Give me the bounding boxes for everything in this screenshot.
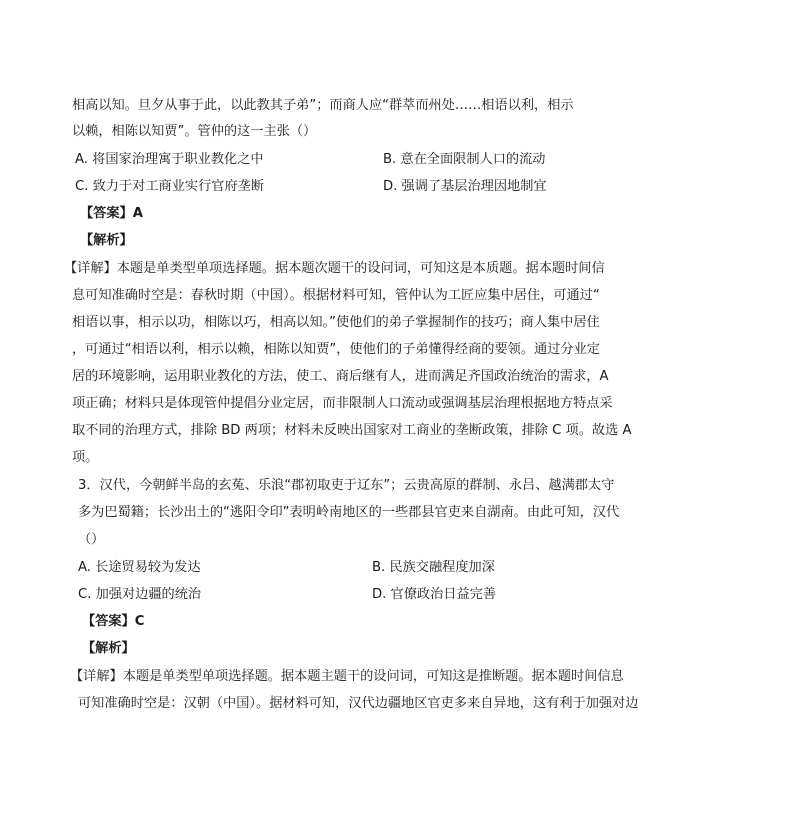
q3-answer-value: C — [134, 614, 145, 629]
q2-option-c: C. 致力于对工商业实行官府垄断 — [75, 179, 265, 194]
q2-answer-label: 【答案】 — [80, 206, 133, 221]
q2-analysis-label — [80, 231, 133, 251]
q3-option-c: C. 加强对边疆的统治 — [78, 587, 202, 602]
q3-stem-line-1: 3．汉代，今朝鲜半岛的玄菟、乐浪“郡初取吏于辽东”；云贵高原的群制、永吕、越满郡太守 — [78, 478, 615, 493]
q2-answer — [80, 204, 143, 224]
q2-detail-line-1: 【详解】本题是单类型单项选择题。据本题次题干的设问词，可知这是本质题。据本题时间信 — [64, 261, 605, 276]
q2-stem-line-2: 以赖，相陈以知贾”。管仲的这一主张（） — [72, 124, 317, 139]
q2-analysis-label-text: 【解析】 — [80, 233, 133, 248]
q2-detail-line-6: 项正确；材料只是体现管仲提倡分业定居，而非限制人口流动或强调基层治理根据地方特点采 — [72, 396, 613, 411]
q3-option-a: A. 长途贸易较为发达 — [78, 560, 201, 575]
q2-stem-line-1: 相高以知。旦夕从事于此，以此教其子弟”；而商人应“群萃而州处……相语以利，相示 — [72, 98, 574, 113]
q3-detail-line-2: 可知准确时空是：汉朝（中国）。据材料可知，汉代边疆地区官吏多来自异地，这有利于加强对边 — [78, 696, 639, 711]
q2-detail-line-5: 居的环境影响，运用职业教化的方法，使工、商后继有人，进而满足齐国政治统治的需求，A — [72, 369, 609, 384]
q3-stem-line-2: 多为巴蜀籍；长沙出土的“逃阳令印”表明岭南地区的一些郡县官吏来自湖南。由此可知，汉代 — [78, 505, 620, 520]
q2-detail-line-7: 取不同的治理方式，排除 BD 两项；材料未反映出国家对工商业的垄断政策，排除 C 项。故选 A — [72, 423, 632, 438]
q3-analysis-label-text: 【解析】 — [82, 641, 135, 656]
q2-answer-value: A — [132, 206, 143, 221]
q2-detail-line-8: 项。 — [72, 450, 99, 465]
q2-detail-line-3: 相语以事，相示以功，相陈以巧，相高以知。”使他们的弟子掌握制作的技巧；商人集中居住 — [72, 315, 600, 330]
q2-option-a: A. 将国家治理寓于职业教化之中 — [75, 152, 264, 167]
q3-option-b: B. 民族交融程度加深 — [372, 560, 495, 575]
q2-detail-line-4: ，可通过“相语以利，相示以赖，相陈以知贾”，使他们的子弟懂得经商的要领。通过分业定 — [72, 342, 600, 357]
q2-detail-line-2: 息可知准确时空是：春秋时期（中国）。根据材料可知，管仲认为工匠应集中居住，可通过“ — [72, 288, 600, 303]
q2-option-d: D. 强调了基层治理因地制宜 — [383, 179, 547, 194]
q3-stem-line-3: （） — [78, 532, 105, 547]
q3-answer-label: 【答案】 — [82, 614, 135, 629]
q3-detail-line-1: 【详解】本题是单类型单项选择题。据本题主题干的设问词，可知这是推断题。据本题时间信息 — [70, 669, 624, 684]
q2-option-b: B. 意在全面限制人口的流动 — [383, 152, 546, 167]
q3-option-d: D. 官僚政治日益完善 — [372, 587, 497, 602]
q3-analysis-label — [82, 639, 135, 659]
q3-answer — [82, 612, 144, 632]
